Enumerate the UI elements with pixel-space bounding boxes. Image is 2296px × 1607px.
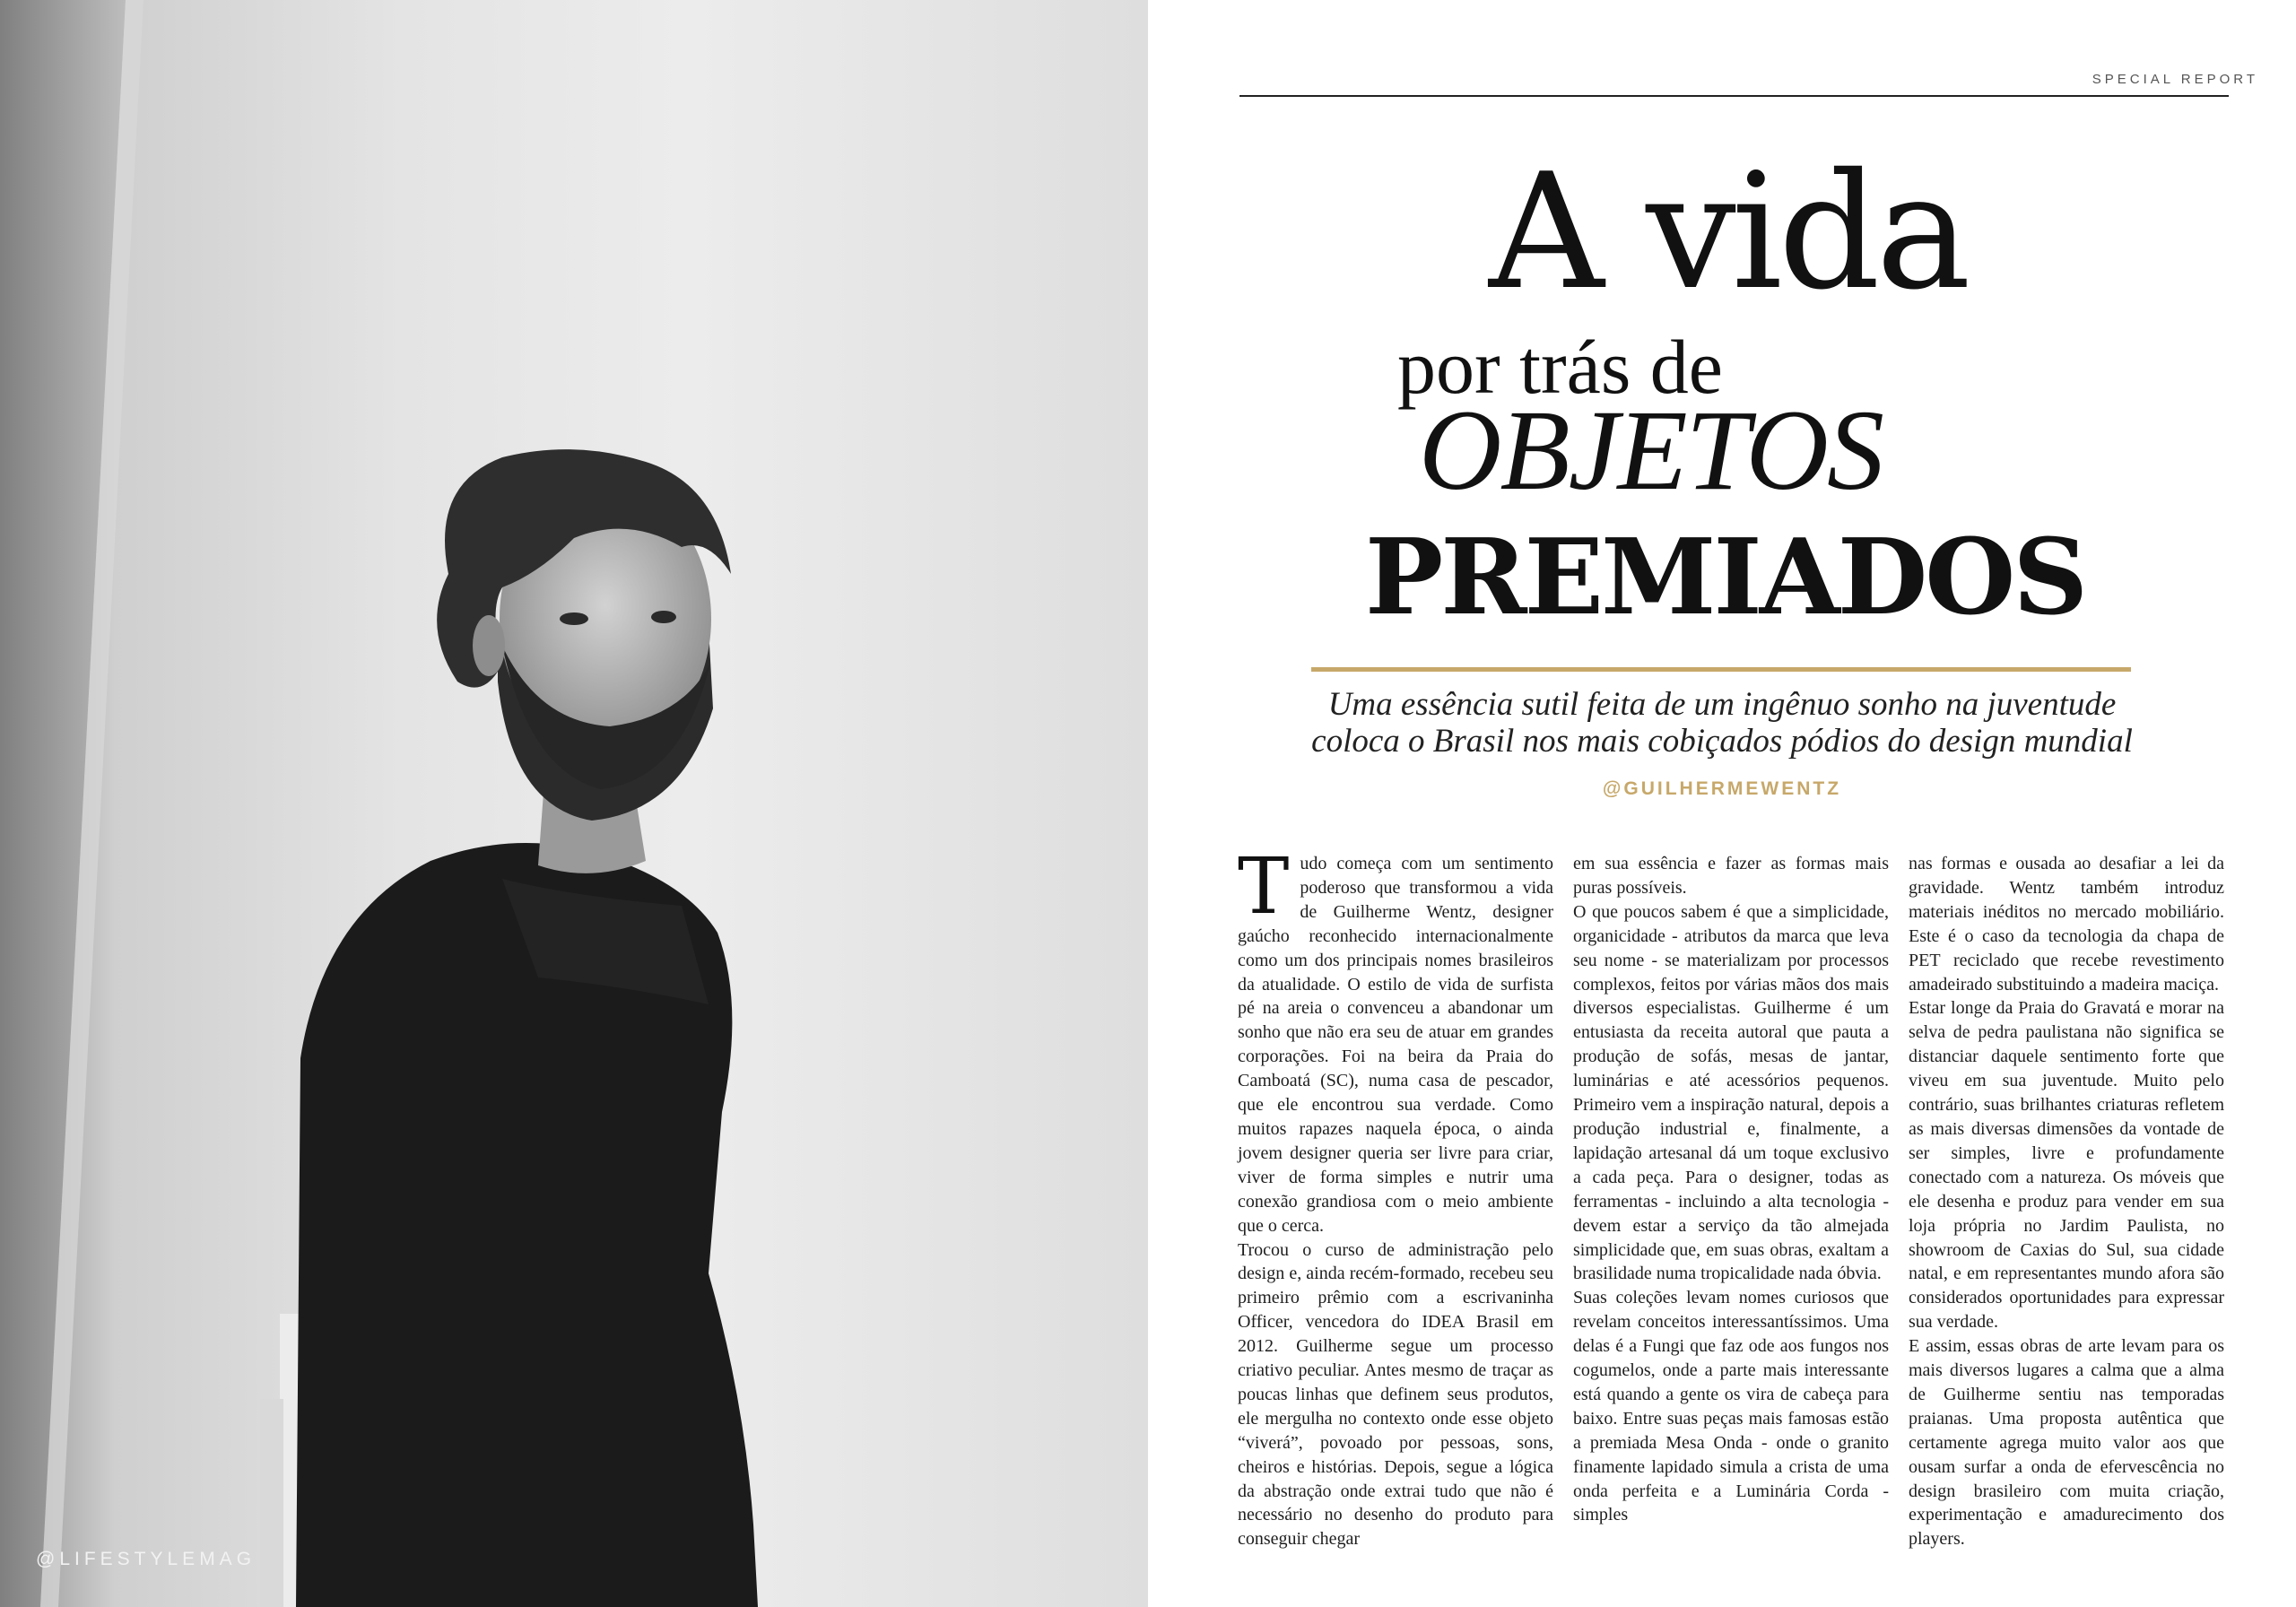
- article-column-2: [1573, 852, 1889, 1527]
- gold-divider: [1311, 667, 2131, 672]
- paragraph: Trocou o curso de administração pelo design e, ainda recém-formado, recebeu seu primeiro prêmio com a escrivaninha Officer, vencedora do IDEA Brasil em 2012. Guilherme segue um processo criativo peculiar. Antes mesmo de traçar as poucas linhas que definem seus produtos, ele mergulha no contexto onde esse objeto “viverá”, povoado por pessoas, sons, cheiros e histórias. Depois, segue a lógica da abstração onde extrai tudo que não é necessário no desenho do produto para conseguir chegar: [1238, 1239, 1553, 1550]
- article-column-3: [1909, 852, 2224, 1551]
- paragraph: Suas coleções levam nomes curiosos que revelam conceitos interessantíssimos. Uma delas é a Fungi que faz ode aos fungos nos cogumelos, onde a parte mais interessante está quando a gente os vira de cabeça para baixo. Entre suas peças mais famosas estão a premiada Mesa Onda - onde o granito finamente lapidado simula a crista de uma onda perfeita e a Luminária Corda - simples: [1573, 1288, 1889, 1525]
- section-label: SPECIAL REPORT: [2092, 72, 2258, 87]
- article-column-1: [1238, 842, 1553, 1551]
- title-line-1: A vida: [1489, 139, 1967, 325]
- author-byline: @GUILHERMEWENTZ: [1602, 778, 1842, 799]
- title-line-3: OBJETOS: [1419, 387, 1883, 514]
- paragraph: O que poucos sabem é que a simplicidade, organicidade - atributos da marca que leva seu nome - se materializam por processos complexos, feitos por várias mãos dos mais diversos especialistas. Guilherme é um entusiasta da receita autoral que pauta a produção de sofás, mesas de jantar, luminárias e até acessórios pequenos. Primeiro vem a inspiração natural, depois a produção industrial e, finalmente, a lapidação artesanal dá um toque exclusivo a cada peça. Para o designer, todas as ferramentas - incluindo a alta tecnologia - devem estar a serviço da tão almejada simplicidade que, em suas obras, exaltam a brasilidade numa tropicalidade nada óbvia.: [1573, 901, 1889, 1284]
- paragraph: nas formas e ousada ao desafiar a lei da gravidade. Wentz também introduz materiais inéditos no mercado mobiliário. Este é o caso da tecnologia da chapa de PET reciclado que recebe revestimento amadeirado substituindo a madeira maciça.: [1909, 854, 2224, 995]
- paragraph: em sua essência e fazer as formas mais puras possíveis.: [1573, 854, 1889, 898]
- paragraph: udo começa com um sentimento poderoso que transformou a vida de Guilherme Wentz, designer gaúcho reconhecido internacionalmente como um dos principais nomes brasileiros da atualidade. O estilo de vida de surfista pé na areia o convenceu a abandonar um sonho que não era seu de atuar em grandes corporações. Foi na beira da Praia do Camboatá (SC), numa casa de pescador, que ele encontrou sua verdade. Como muitos rapazes naquela época, o ainda jovem designer queria ser livre para criar, viver de forma simples e nutrir uma conexão grandiosa com o meio ambiente que o cerca.: [1238, 854, 1553, 1236]
- paragraph: E assim, essas obras de arte levam para os mais diversos lugares a calma que a alma de Guilherme sentiu nas temporadas praianas. Uma proposta autêntica que certamente agrega muito valor aos que ousam surfar a onda de efervescência no design brasileiro com muita criação, experimentação e amadurecimento dos players.: [1909, 1336, 2224, 1550]
- subtitle-line-2: coloca o Brasil nos mais cobiçados pódios do design mundial: [1311, 722, 2133, 760]
- article-page: [1148, 0, 2296, 1607]
- drop-cap: T: [1238, 842, 1290, 932]
- title-line-4: PREMIADOS: [1365, 517, 2086, 638]
- top-divider: [1239, 95, 2229, 97]
- subtitle: [1274, 687, 2170, 760]
- photo-handle: @LIFESTYLEMAG: [36, 1549, 257, 1569]
- title-line-2: por trás de: [1397, 324, 1723, 410]
- paragraph: Estar longe da Praia do Gravatá e morar na selva de pedra paulistana não significa se distanciar daquele sentimento forte que viveu em sua juventude. Muito pelo contrário, suas brilhantes criaturas refletem as mais diversas dimensões da vontade de ser simples, livre e profundamente conectado com a natureza. Os móveis que ele desenha e produz para vender em sua loja própria no Jardim Paulista, no showroom de Caxias do Sul, sua cidade natal, e em representantes mundo afora são considerados oportunidades para expressar sua verdade.: [1909, 998, 2224, 1333]
- subtitle-line-1: Uma essência sutil feita de um ingênuo sonho na juventude: [1327, 686, 2117, 723]
